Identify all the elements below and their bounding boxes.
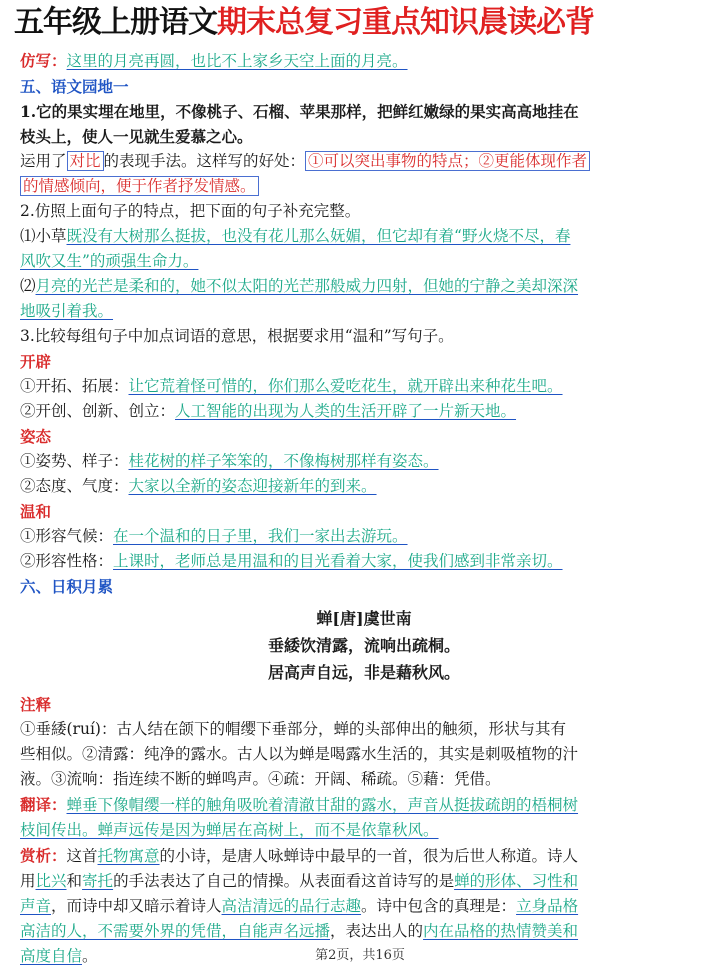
poem-line: 居高声自远，非是藉秋风。	[267, 663, 460, 682]
word-item-text: 上课时，老师总是用温和的目光看着大家，使我们感到非常亲切。	[113, 552, 563, 570]
appreciation-text: ，表达出人的	[330, 922, 424, 940]
appreciation-key: 比兴	[35, 872, 67, 890]
q2b-text2: 地吸引着我。	[20, 302, 114, 320]
section5-heading: 五、语文园地一	[20, 77, 129, 96]
word-item-text: 桂花树的样子笨笨的，不像梅树那样有姿态。	[128, 452, 439, 470]
q1-ans-term: 对比	[67, 151, 104, 171]
translation-line2	[20, 818, 708, 843]
word-item	[20, 524, 708, 549]
translation-text: 蝉垂下像帽缨一样的触角吸吮着清澈甘甜的露水，声音从挺拔疏朗的梧桐树	[66, 796, 579, 814]
appreciation-line3	[20, 894, 708, 919]
appreciation-key: 立身品格	[516, 897, 579, 915]
page-title	[14, 4, 714, 42]
appreciation-key: 声音	[20, 897, 52, 915]
appreciation-key: 托物寓意	[97, 847, 160, 865]
q2-line: 2.仿照上面句子的特点，把下面的句子补充完整。	[20, 202, 361, 220]
q1-ans-mid: 的表现手法。这样写的好处：	[103, 152, 306, 170]
word-item	[20, 399, 708, 424]
word-item	[20, 549, 708, 574]
word-item-text: 人工智能的出现为人类的生活开辟了一片新天地。	[175, 402, 517, 420]
appreciation-line4	[20, 919, 708, 944]
notes-label: 注释	[20, 695, 52, 714]
word-item-label: ①形容气候：	[20, 527, 114, 545]
appreciation-key: 寄托	[82, 872, 114, 890]
q1-answer-line1	[20, 149, 708, 174]
appreciation-label: 赏析：	[20, 846, 67, 865]
appreciation-text: ，而诗中却又暗示着诗人	[51, 897, 222, 915]
q3-line: 3.比较每组句子中加点词语的意思，根据要求用“温和”写句子。	[20, 327, 454, 345]
appreciation-key: 内在品格的热情赞美和	[423, 922, 579, 940]
appreciation-line2	[20, 869, 708, 894]
word-item-label: ①姿势、样子：	[20, 452, 129, 470]
word-item-label: ②形容性格：	[20, 552, 114, 570]
q2a-prefix: ⑴小草	[20, 227, 67, 245]
appreciation-text: 用	[20, 872, 36, 890]
title-part-red: 期末总复习重点知识晨读必背	[217, 5, 594, 40]
word-heading: 开辟	[20, 352, 52, 371]
section6-heading: 六、日积月累	[20, 577, 114, 596]
word-item-text: 在一个温和的日子里，我们一家出去游玩。	[113, 527, 408, 545]
notes-line: 些相似。②清露：纯净的露水。古人以为蝉是喝露水生活的，其实是刺吸植物的汁	[20, 745, 579, 763]
q1-line2: 枝头上，使人一见就生爱慕之心。	[20, 127, 253, 146]
word-item-label: ①开拓、拓展：	[20, 377, 129, 395]
q2b-prefix: ⑵	[20, 277, 36, 295]
word-heading: 温和	[20, 502, 52, 521]
translation-label: 翻译：	[20, 795, 67, 814]
q2b-line2	[20, 299, 708, 324]
word-item-text: 让它荒着怪可惜的，你们那么爱吃花生，就开辟出来种花生吧。	[128, 377, 563, 395]
q1-ans-box1: ①可以突出事物的特点；②更能体现作者	[305, 151, 590, 171]
word-item	[20, 449, 708, 474]
fangxie-label: 仿写：	[20, 51, 67, 70]
appreciation-text: 的小诗，是唐人咏蝉诗中最早的一首，很为后世人称道。诗人	[159, 847, 579, 865]
appreciation-line1	[20, 843, 708, 869]
page-number: 第2页，共16页	[315, 948, 405, 963]
q2b-line1	[20, 274, 708, 299]
translation-text: 枝间传出。蝉声远传是因为蝉居在高树上，而不是依靠秋风。	[20, 821, 439, 839]
word-item-label: ②开创、创新、创立：	[20, 402, 176, 420]
q1-answer-line2	[20, 174, 708, 199]
q1-line1: 1.它的果实埋在地里，不像桃子、石榴、苹果那样，把鲜红嫩绿的果实高高地挂在	[20, 102, 579, 121]
title-part-black: 五年级上册语文	[14, 5, 217, 40]
appreciation-key: 蝉的形体、习性和	[454, 872, 579, 890]
fangxie-line	[20, 48, 708, 74]
word-heading: 姿态	[20, 427, 52, 446]
content-body	[20, 48, 708, 969]
word-item-text: 大家以全新的姿态迎接新年的到来。	[128, 477, 377, 495]
appreciation-text: 。诗中包含的真理是：	[361, 897, 517, 915]
word-item	[20, 374, 708, 399]
notes-line: ①垂緌(ruí)：古人结在颌下的帽缨下垂部分，蝉的头部伸出的触须，形状与其有	[20, 720, 566, 738]
appreciation-key: 高洁的人，不需要外界的凭借，自能声名远播	[20, 922, 331, 940]
appreciation-text: 的手法表达了自己的情操。从表面看这首诗写的是	[113, 872, 455, 890]
word-item-label: ②态度、气度：	[20, 477, 129, 495]
q1-ans-prefix: 运用了	[20, 152, 67, 170]
appreciation-key: 高洁清远的品行志趣	[221, 897, 362, 915]
q2b-text1: 月亮的光芒是柔和的，她不似太阳的光芒那般威力四射，但她的宁静之美却深深	[35, 277, 579, 295]
word-item	[20, 474, 708, 499]
appreciation-key: 高度自信	[20, 947, 83, 965]
appreciation-text: 和	[66, 872, 83, 890]
poem-line: 垂緌饮清露，流响出疏桐。	[267, 636, 460, 655]
q2a-text2: 风吹又生”的顽强生命力。	[20, 252, 199, 270]
poem-title: 蝉[唐]虞世南	[316, 609, 412, 628]
q1-ans-box2: 的情感倾向，便于作者抒发情感。	[20, 176, 259, 196]
fangxie-text: 这里的月亮再圆，也比不上家乡天空上面的月亮。	[66, 52, 408, 70]
q2a-line1	[20, 224, 708, 249]
notes-line: 液。③流响：指连续不断的蝉鸣声。④疏：开阔、稀疏。⑤藉：凭借。	[20, 770, 501, 788]
q2a-line2	[20, 249, 708, 274]
q2a-text1: 既没有大树那么挺拔，也没有花儿那么妩媚，但它却有着“野火烧不尽，春	[66, 227, 571, 245]
translation-line1	[20, 792, 708, 818]
appreciation-text: 这首	[66, 847, 98, 865]
appreciation-text: 。	[82, 947, 98, 965]
